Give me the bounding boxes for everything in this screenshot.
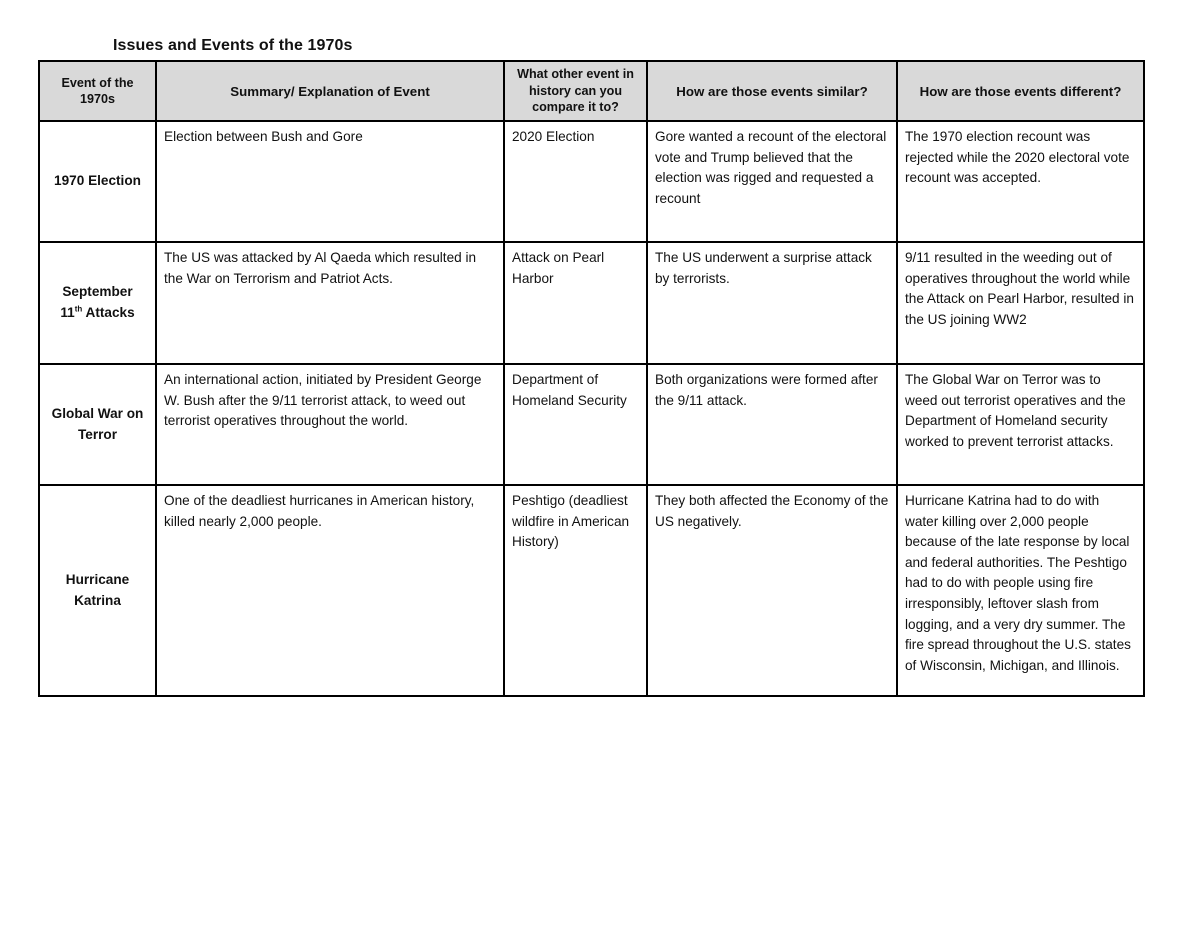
event-number: 11 [60, 305, 75, 320]
compare-cell: Department of Homeland Security [504, 364, 647, 485]
event-cell [39, 242, 156, 364]
summary-cell: Election between Bush and Gore [156, 121, 504, 242]
header-different: How are those events different? [897, 61, 1144, 121]
table-row [39, 485, 1144, 696]
header-summary: Summary/ Explanation of Event [156, 61, 504, 121]
events-table [38, 60, 1145, 697]
event-cell: Global War on Terror [39, 364, 156, 485]
event-cell: Hurricane Katrina [39, 485, 156, 696]
summary-cell: One of the deadliest hurricanes in American history, killed nearly 2,000 people. [156, 485, 504, 696]
event-cell: 1970 Election [39, 121, 156, 242]
table-row [39, 242, 1144, 364]
table-row [39, 364, 1144, 485]
document-title: Issues and Events of the 1970s [113, 37, 353, 54]
ordinal-suffix: th [74, 304, 83, 314]
similar-cell: Both organizations were formed after the 9/11 attack. [647, 364, 897, 485]
different-cell: The Global War on Terror was to weed out terrorist operatives and the Department of Homeland security worked to prevent terrorist attacks. [897, 364, 1144, 485]
summary-cell: The US was attacked by Al Qaeda which resulted in the War on Terrorism and Patriot Acts. [156, 242, 504, 364]
summary-cell: An international action, initiated by President George W. Bush after the 9/11 terrorist attack, to weed out terrorist operatives throughout the world. [156, 364, 504, 485]
similar-cell: They both affected the Economy of the US negatively. [647, 485, 897, 696]
header-compare: What other event in history can you compare it to? [504, 61, 647, 121]
header-event: Event of the 1970s [39, 61, 156, 121]
compare-cell: Peshtigo (deadliest wildfire in American History) [504, 485, 647, 696]
compare-cell: Attack on Pearl Harbor [504, 242, 647, 364]
different-cell: Hurricane Katrina had to do with water killing over 2,000 people because of the late response by local and federal authorities. The Peshtigo had to do with people using fire irresponsibly, leftover slash from logging, and a very dry summer. The fire spread throughout the U.S. states of Wisconsin, Michigan, and Illinois. [897, 485, 1144, 696]
different-cell: The 1970 election recount was rejected while the 2020 electoral vote recount was accepted. [897, 121, 1144, 242]
event-name-rest: Attacks [82, 305, 135, 320]
table-row [39, 121, 1144, 242]
header-similar: How are those events similar? [647, 61, 897, 121]
header-row [39, 61, 1144, 121]
similar-cell: Gore wanted a recount of the electoral vote and Trump believed that the election was rigged and requested a recount [647, 121, 897, 242]
compare-cell: 2020 Election [504, 121, 647, 242]
similar-cell: The US underwent a surprise attack by terrorists. [647, 242, 897, 364]
event-name-line1: September [62, 284, 133, 300]
different-cell: 9/11 resulted in the weeding out of operatives throughout the world while the Attack on Pearl Harbor, resulted in the US joining WW2 [897, 242, 1144, 364]
